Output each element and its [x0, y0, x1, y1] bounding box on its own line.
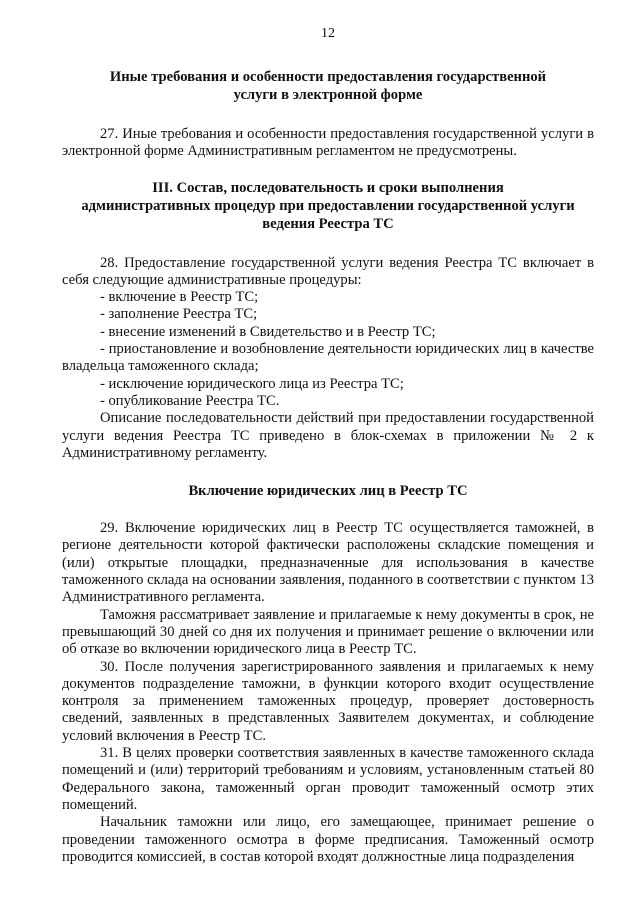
paragraph-28-description: Описание последовательности действий при предоставлении государственной услуги ведения Реестра ТС приведено в блок-схемах в приложении № 2 к Административному регламенту. — [62, 410, 594, 461]
paragraph-30: 30. После получения зарегистрированного заявления и прилагаемых к нему документов подразделение таможни, в функции которого входит осуществление контроля за применением таможенных процедур, проверяет достоверность сведений, заявленных в представленных Заявителем документах, и соблюдение условий включения в Реестр ТС. — [62, 658, 594, 744]
heading-section-three — [62, 179, 594, 233]
paragraph-31-chief: Начальник таможни или лицо, его замещающее, принимает решение о проведении таможенного осмотра в форме предписания. Таможенный осмотр проводится комиссией, в состав которой входят должностные лица подразделения — [62, 814, 594, 865]
page-number: 12 — [321, 26, 335, 41]
heading-inclusion: Включение юридических лиц в Реестр ТС — [188, 483, 468, 500]
paragraph-28: 28. Предоставление государственной услуги ведения Реестра ТС включает в себя следующие административные процедуры: — [62, 254, 594, 288]
heading-section-three-line-3: ведения Реестра ТС — [262, 215, 394, 232]
list-item: - опубликование Реестра ТС. — [100, 392, 280, 409]
paragraph-29-review: Таможня рассматривает заявление и прилагаемые к нему документы в срок, не превышающий 30 дней со дня их получения и принимает решение о включении или об отказе во включении юридического лица в Реестр ТС. — [62, 606, 594, 658]
heading-section-three-line-1: III. Состав, последовательность и сроки выполнения — [152, 179, 504, 196]
document-page — [62, 26, 594, 866]
list-item: - включение в Реестр ТС; — [100, 289, 259, 306]
heading-section-three-line-2: административных процедур при предоставлении государственной услуги — [81, 197, 575, 214]
heading-electronic-line-1: Иные требования и особенности предоставления государственной — [109, 69, 547, 85]
paragraph-31: 31. В целях проверки соответствия заявленных в качестве таможенного склада помещений и (или) территорий требованиям и условиям, установленным статьей 80 Федерального закона, таможенный орган проводит таможенный осмотр этих помещений. — [62, 745, 594, 813]
heading-electronic-line-2: услуги в электронной форме — [233, 87, 423, 103]
heading-electronic-form — [62, 68, 594, 104]
paragraph-27: 27. Иные требования и особенности предоставления государственной услуги в электронной форме Административным регламентом не предусмотрены. — [62, 126, 594, 160]
paragraph-29: 29. Включение юридических лиц в Реестр ТС осуществляется таможней, в регионе деятельности которой фактически расположены складские помещения и (или) открытые площадки, предназначенные для использования в качестве таможенного склада на основании заявления, поданного в соответствии с пунктом 13 Административного регламента. — [62, 520, 594, 606]
procedures-list — [62, 289, 594, 410]
list-item: - заполнение Реестра ТС; — [100, 306, 258, 323]
list-item: - приостановление и возобновление деятельности юридических лиц в качестве владельца таможенного склада; — [62, 341, 594, 375]
list-item: - внесение изменений в Свидетельство и в Реестр ТС; — [100, 323, 436, 340]
list-item: - исключение юридического лица из Реестра ТС; — [100, 375, 404, 392]
